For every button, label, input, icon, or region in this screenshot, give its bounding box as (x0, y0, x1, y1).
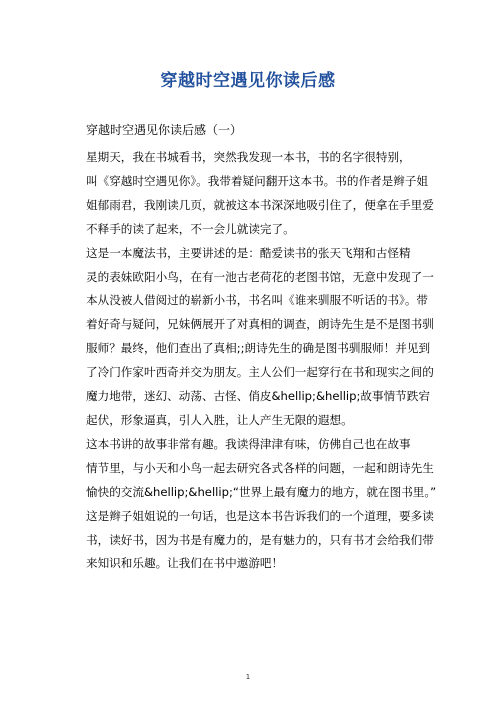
paragraph-line: 这本书讲的故事非常有趣。我读得津津有味，仿佛自己也在故事 (86, 436, 411, 451)
paragraph-line: 着好奇与疑问，兄妹俩展开了对真相的调查，朗诗先生是不是图书驯 (86, 317, 434, 332)
paragraph-line: 姐郁雨君，我刚读几页，就被这本书深深地吸引住了，便拿在手里爱 (86, 197, 434, 212)
section-subtitle: 穿越时空遇见你读后感（一） (86, 123, 243, 137)
paragraph-1 (62, 146, 437, 242)
paragraph-2 (62, 242, 437, 433)
paragraph-line: 这是一本魔法书，主要讲述的是：酷爱读书的张天飞翔和古怪精 (86, 245, 411, 260)
paragraph-line: 本从没被人借阅过的崭新小书，书名叫《谁来驯服不听话的书》。带 (86, 293, 429, 308)
paragraph-line: 起伏，形象逼真，引人入胜，让人产生无限的遐想。 (86, 412, 353, 427)
paragraph-line: 情节里，与小天和小鸟一起去研究各式各样的问题，一起和朗诗先生 (86, 460, 434, 475)
paragraph-line: 灵的表妹欧阳小鸟，在有一池古老荷花的老图书馆，无意中发现了一 (86, 269, 434, 284)
paragraph-line: 书，读好书，因为书是有魔力的，是有魅力的，只有书才会给我们带 (86, 532, 434, 547)
paragraph-line: 叫《穿越时空遇见你》。我带着疑问翻开这本书。书的作者是辫子姐 (86, 173, 429, 188)
paragraph-line: 星期天，我在书城看书，突然我发现一本书，书的名字很特别， (86, 150, 411, 164)
paragraph-line: 来知识和乐趣。让我们在书中遨游吧！ (86, 556, 284, 571)
paragraph-3 (62, 433, 437, 576)
paragraph-line: 愉快的交流&hellip;&hellip;“世界上最有魔力的地方，就在图书里。” (86, 484, 437, 499)
document-title: 穿越时空遇见你读后感 (160, 71, 336, 91)
paragraph-line: 服师？最终，他们查出了真相;;朗诗先生的确是图书驯服师！并见到 (86, 341, 431, 356)
page-number: 1 (245, 673, 251, 681)
paragraph-line: 了冷门作家叶西奇并交为朋友。主人公们一起穿行在书和现实之间的 (86, 365, 434, 380)
paragraph-line: 不释手的读了起来，不一会儿就读完了。 (86, 221, 295, 236)
paragraph-line: 魔力地带，迷幻、动荡、古怪、俏皮&hellip;&hellip;故事情节跌宕 (86, 389, 430, 404)
paragraph-line: 这是辫子姐姐说的一句话，也是这本书告诉我们的一个道理，要多读 (86, 508, 434, 523)
document-body (62, 120, 437, 576)
